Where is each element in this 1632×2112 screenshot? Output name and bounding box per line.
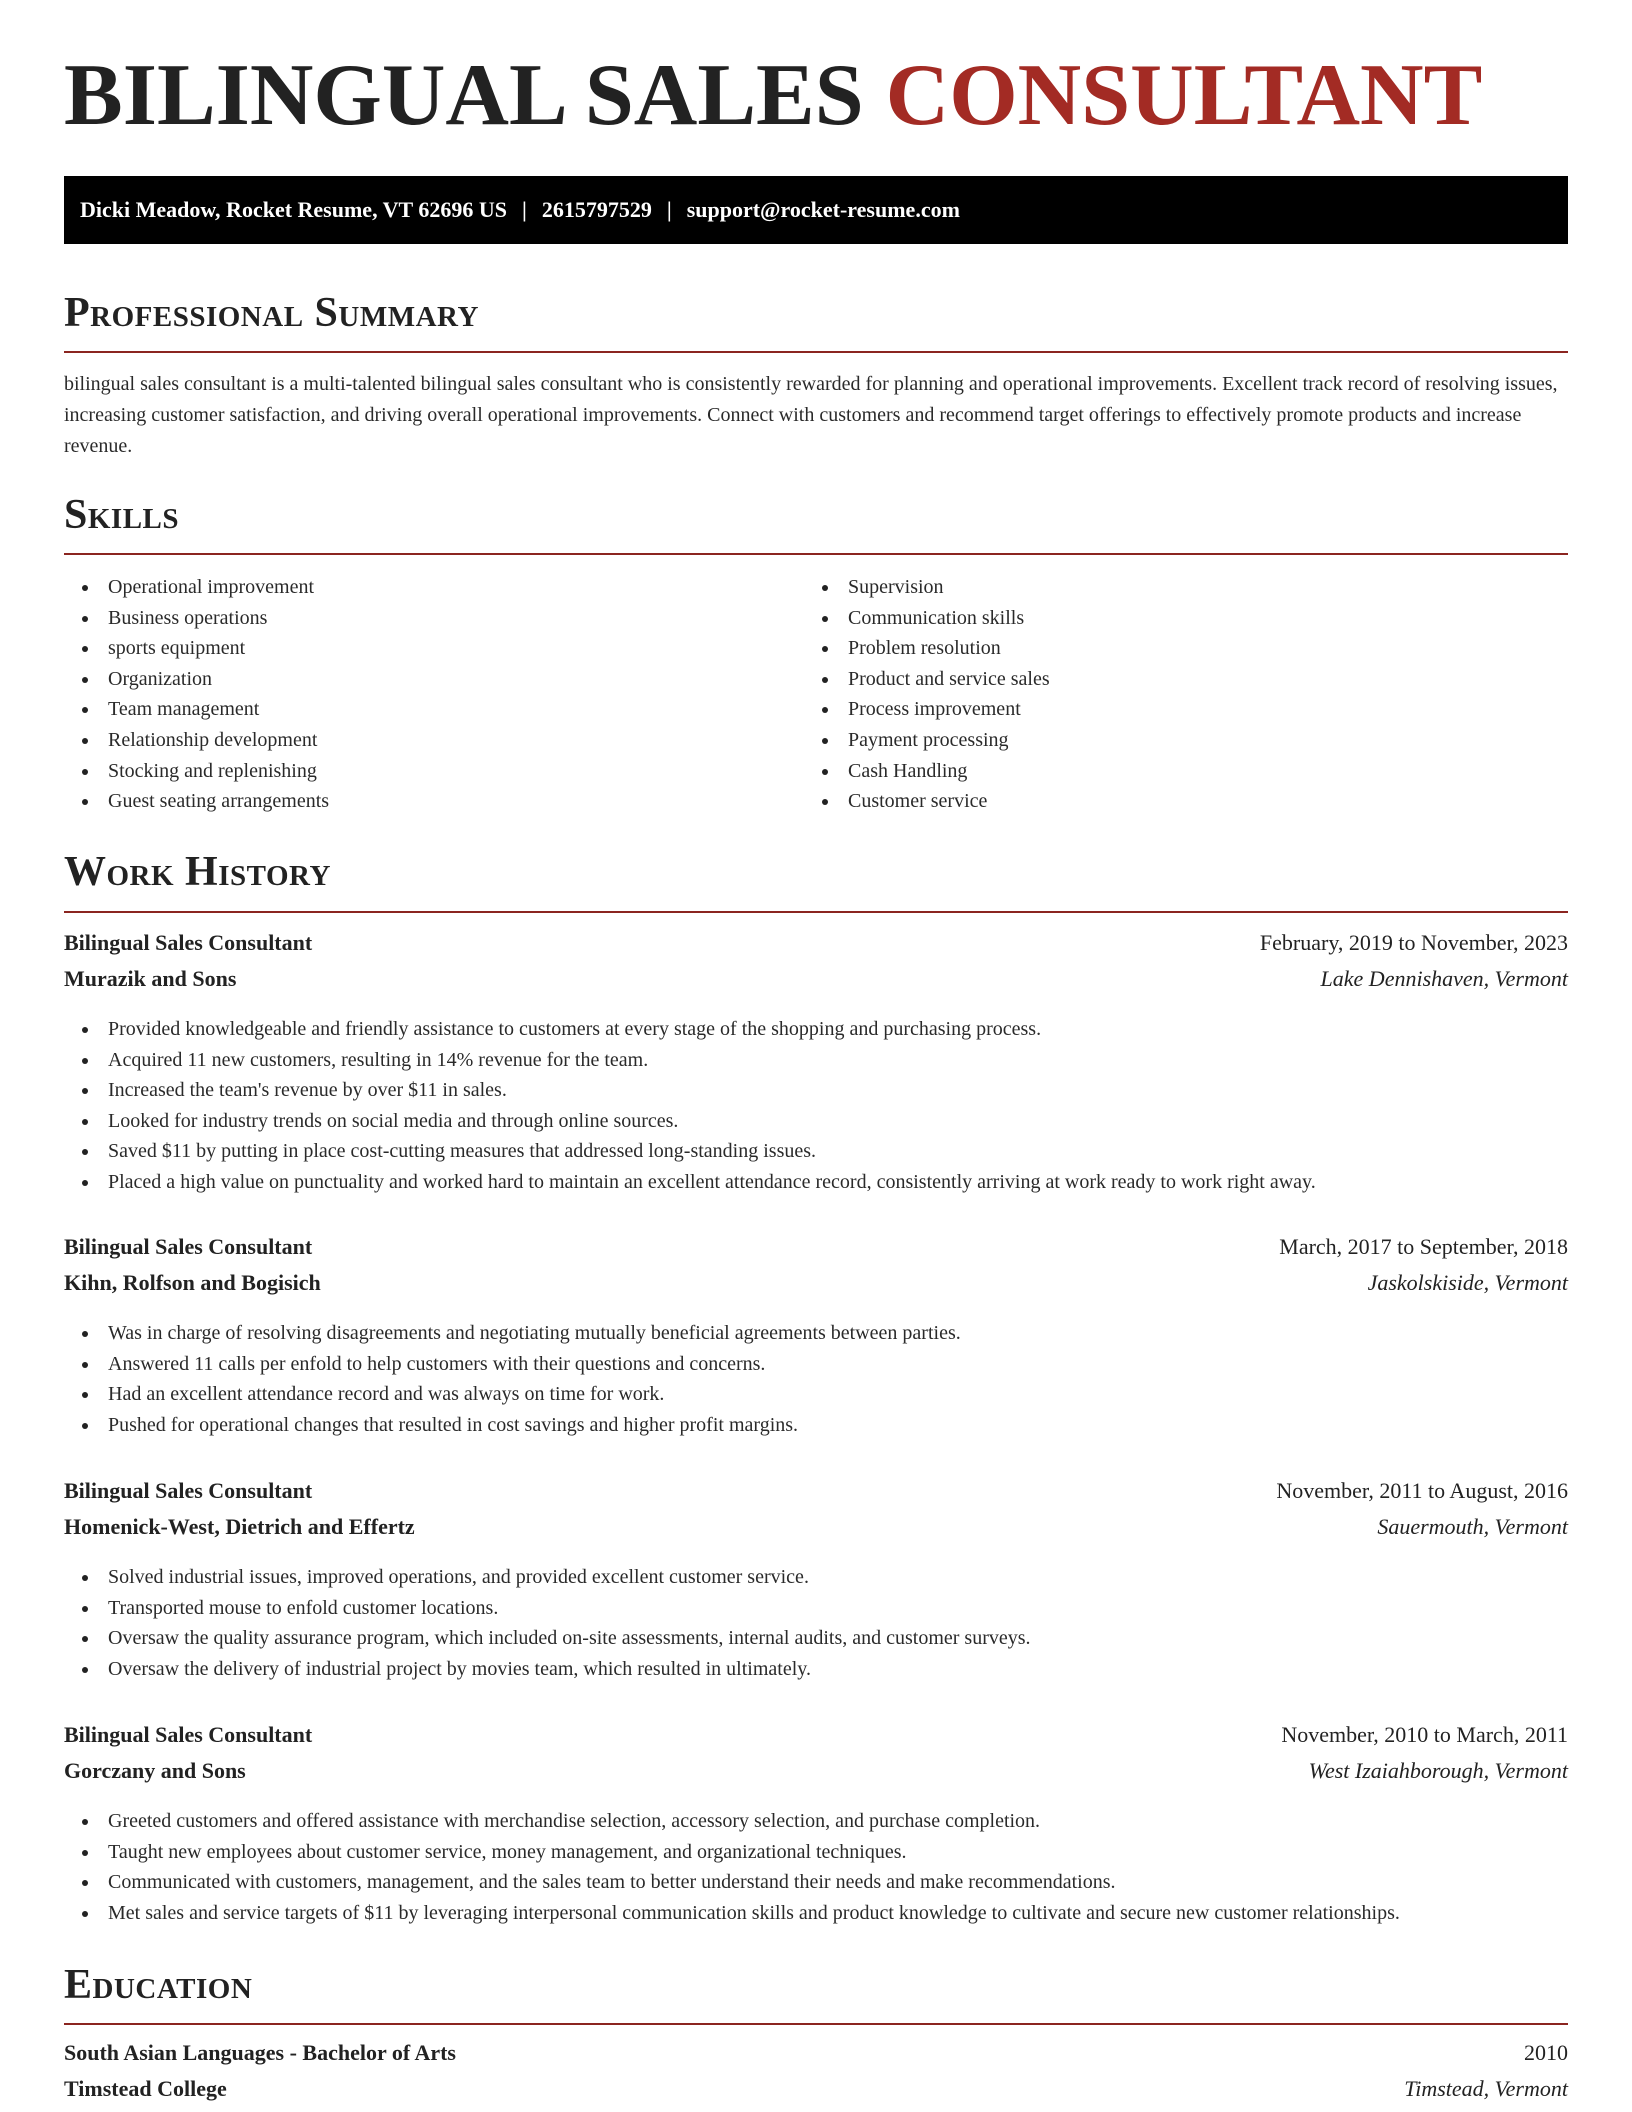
list-item: Process improvement [804,694,1568,725]
education-heading: Education [64,1962,253,2008]
education-year: 2010 [1524,2040,1568,2065]
list-item: Answered 11 calls per enfold to help customers with their questions and concerns. [64,1349,1568,1380]
job-company: Gorczany and Sons [64,1758,246,1783]
list-item: Communicated with customers, management, and the sales team to better understand their needs and make recommendations. [64,1867,1568,1898]
education-divider [64,2023,1568,2025]
job-entry [64,1234,1568,1440]
job-bullets [64,1806,1568,1928]
summary-heading: Professional Summary [64,290,479,336]
list-item: Payment processing [804,725,1568,756]
list-item: Placed a high value on punctuality and worked hard to maintain an excellent attendance record, consistently arriving at work ready to work right away. [64,1167,1568,1198]
skills-list-right [804,572,1568,817]
list-item: Cash Handling [804,756,1568,787]
list-item: Supervision [804,572,1568,603]
education-degree: South Asian Languages - Bachelor of Arts [64,2040,456,2065]
list-item: Business operations [64,603,804,634]
resume-title [64,47,1483,144]
job-location: West Izaiahborough, Vermont [1308,1758,1568,1783]
job-title: Bilingual Sales Consultant [64,1722,313,1747]
list-item: Increased the team's revenue by over $11 in sales. [64,1075,1568,1106]
title-accent: CONSULTANT [885,47,1483,144]
summary-text: bilingual sales consultant is a multi-talented bilingual sales consultant who is consistently rewarded for planning and operational improvements. Excellent track record of resolving issues, increasing customer satisfaction, and driving overall operational improvements. Connect with customers and recommend target offerings to effectively promote products and increase revenue. [64,373,1558,457]
job-entry [64,1478,1568,1684]
job-dates: March, 2017 to September, 2018 [1279,1234,1568,1259]
list-item: Communication skills [804,603,1568,634]
skills-divider [64,553,1568,555]
list-item: Problem resolution [804,633,1568,664]
job-bullets [64,1562,1568,1684]
list-item: Stocking and replenishing [64,756,804,787]
list-item: sports equipment [64,633,804,664]
contact-email[interactable]: support@rocket-resume.com [686,197,960,222]
contact-bar [64,176,1568,244]
list-item: Operational improvement [64,572,804,603]
list-item: Greeted customers and offered assistance with merchandise selection, accessory selection, and purchase completion. [64,1806,1568,1837]
summary-divider [64,351,1568,353]
education-school: Timstead College [64,2076,227,2101]
list-item: Acquired 11 new customers, resulting in 14% revenue for the team. [64,1045,1568,1076]
job-location: Jaskolskiside, Vermont [1367,1270,1568,1295]
list-item: Organization [64,664,804,695]
list-item: Looked for industry trends on social media and through online sources. [64,1106,1568,1137]
list-item: Had an excellent attendance record and was always on time for work. [64,1379,1568,1410]
job-bullets [64,1014,1568,1198]
job-dates: February, 2019 to November, 2023 [1259,930,1568,955]
list-item: Provided knowledgeable and friendly assistance to customers at every stage of the shopping and purchasing process. [64,1014,1568,1045]
job-title: Bilingual Sales Consultant [64,930,313,955]
job-dates: November, 2010 to March, 2011 [1281,1722,1568,1747]
education-location: Timstead, Vermont [1404,2076,1568,2101]
job-company: Murazik and Sons [64,966,237,991]
job-title: Bilingual Sales Consultant [64,1234,313,1259]
education-entry [64,2040,1568,2112]
work-history-heading: Work History [64,849,331,895]
list-item: Team management [64,694,804,725]
list-item: Solved industrial issues, improved operations, and provided excellent customer service. [64,1562,1568,1593]
list-item: Oversaw the quality assurance program, which included on-site assessments, internal audits, and customer surveys. [64,1623,1568,1654]
contact-separator: | [521,197,527,222]
list-item: Was in charge of resolving disagreements and negotiating mutually beneficial agreements between parties. [64,1318,1568,1349]
list-item: Pushed for operational changes that resulted in cost savings and higher profit margins. [64,1410,1568,1441]
job-location: Sauermouth, Vermont [1377,1514,1568,1539]
job-entry [64,930,1568,1198]
skills-heading: Skills [64,492,180,538]
job-entry [64,1722,1568,1928]
list-item: Relationship development [64,725,804,756]
list-item: Met sales and service targets of $11 by leveraging interpersonal communication skills and product knowledge to cultivate and secure new customer relationships. [64,1898,1568,1929]
list-item: Product and service sales [804,664,1568,695]
skills-list-left [64,572,804,817]
contact-address: Dicki Meadow, Rocket Resume, VT 62696 US [80,197,507,222]
list-item: Guest seating arrangements [64,786,804,817]
job-location: Lake Dennishaven, Vermont [1320,966,1568,991]
contact-phone[interactable]: 2615797529 [541,197,652,222]
job-bullets [64,1318,1568,1440]
contact-separator: | [666,197,672,222]
job-title: Bilingual Sales Consultant [64,1478,313,1503]
title-main: BILINGUAL SALES [64,47,864,144]
list-item: Transported mouse to enfold customer locations. [64,1593,1568,1624]
list-item: Oversaw the delivery of industrial project by movies team, which resulted in ultimately. [64,1654,1568,1685]
work-history-divider [64,911,1568,913]
list-item: Saved $11 by putting in place cost-cutting measures that addressed long-standing issues. [64,1136,1568,1167]
list-item: Customer service [804,786,1568,817]
job-company: Kihn, Rolfson and Bogisich [64,1270,321,1295]
job-dates: November, 2011 to August, 2016 [1276,1478,1568,1503]
job-company: Homenick-West, Dietrich and Effertz [64,1514,415,1539]
list-item: Taught new employees about customer service, money management, and organizational techniques. [64,1837,1568,1868]
